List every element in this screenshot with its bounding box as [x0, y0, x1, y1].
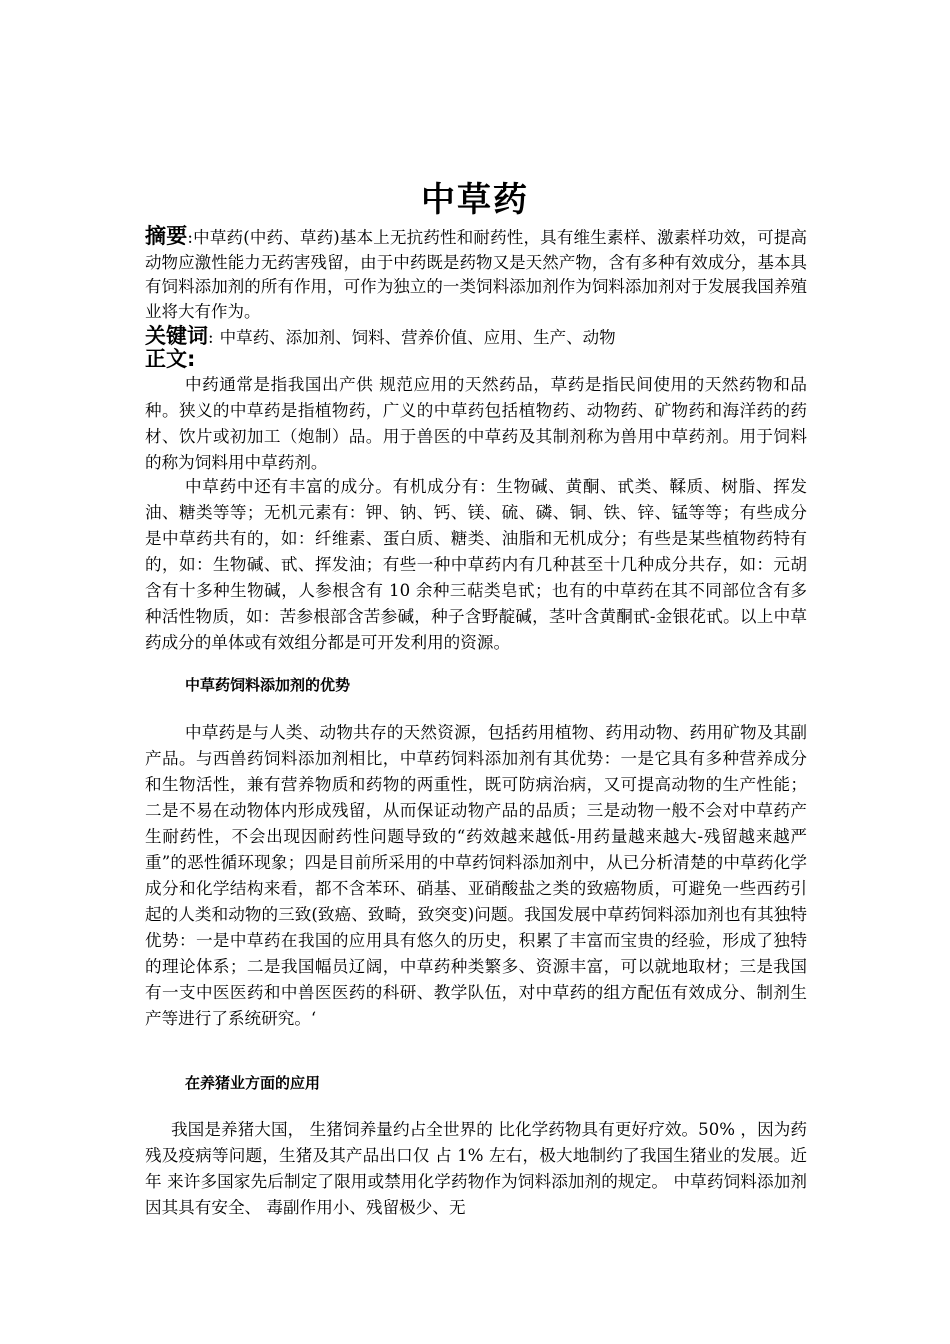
body-label: 正文: [145, 347, 196, 371]
paragraph-intro: 中药通常是指我国出产供 规范应用的天然药品，草药是指民间使用的天然药物和品种。狭义的中草药是指植物药，广义的中草药包括植物药、动物药、矿物药和海洋药的药材、饮片或初加工（炮制）品。用于兽医的中草药及其制剂称为兽用中草药剂。用于饲料的称为饲料用中草药剂。 [145, 375, 807, 472]
paragraph-advantages: 中草药是与人类、动物共存的天然资源，包括药用植物、药用动物、药用矿物及其副产品。与西兽药饲料添加剂相比，中草药饲料添加剂有其优势：一是它具有多种营养成分和生物活性，兼有营养物质和药物的两重性，既可防病治病，又可提高动物的生产性能；二是不易在动物体内形成残留，从而保证动物产品的品质；三是动物一般不会对中草药产生耐药性，不会出现因耐药性问题导致的“药效越来越低-用药量越来越大-残留越来越严重”的恶性循环现象；四是目前所采用的中草药饲料添加剂中，从已分析清楚的中草药化学成分和化学结构来看，都不含苯环、硝基、亚硝酸盐之类的致癌物质，可避免一些西药引起的人类和动物的三致(致癌、致畸，致突变)问题。我国发展中草药饲料添加剂也有其独特优势：一是中草药在我国的应用具有悠久的历史，积累了丰富而宝贵的经验，形成了独特的理论体系；二是我国幅员辽阔，中草药种类繁多、资源丰富，可以就地取材；三是我国有一支中医医药和中兽医医药的科研、教学队伍，对中草药的组方配伍有效成分、制剂生产等进行了系统研究。‘ [145, 723, 807, 1028]
keywords-label: 关键词 [145, 324, 208, 348]
abstract-text: 中草药(中药、草药)基本上无抗药性和耐药性，具有维生素样、激素样功效，可提高动物应激性能力无药害残留，由于中药既是药物又是天然产物，含有多种有效成分，基本具有饲料添加剂的所有作用，可作为独立的一类饲料添加剂作为饲料添加剂对于发展我国养殖业将大有作为。 [145, 228, 808, 321]
document-title: 中草药 [421, 180, 529, 220]
section-heading-advantages: 中草药饲料添加剂的优势 [185, 676, 351, 694]
abstract-label: 摘要 [145, 224, 188, 248]
section-heading-pig-farming: 在养猪业方面的应用 [185, 1074, 321, 1092]
abstract-colon: : [187, 228, 193, 247]
paragraph-pig-farming: 我国是养猪大国， 生猪饲养量约占全世界的 比化学药物具有更好疗效。50% ，因为药残及疫病等问题，生猪及其产品出口仅 占 1% 左右，极大地制约了我国生猪业的发展。近年 来许多国家先后制定了限用或禁用化学药物作为饲料添加剂的规定。 中草药饲料添加剂因其具有安全、 毒副作用小、残留极少、无 [145, 1120, 807, 1217]
keywords-colon: : [208, 328, 214, 347]
paragraph-ingredients: 中草药中还有丰富的成分。有机成分有：生物碱、黄酮、甙类、鞣质、树脂、挥发油、糖类等等；无机元素有：钾、钠、钙、镁、硫、磷、铜、铁、锌、锰等等；有些成分是中草药共有的，如：纤维素、蛋白质、糖类、油脂和无机成分；有些是某些植物药特有的，如：生物碱、甙、挥发油；有些一种中草药内有几种甚至十几种成分共存，如：元胡含有十多种生物碱，人参根含有 10 余种三萜类皂甙；也有的中草药在其不同部位含有多种活性物质，如：苦参根部含苦参碱，种子含野靛碱，茎叶含黄酮甙-金银花甙。以上中草药成分的单体或有效组分都是可开发利用的资源。 [145, 477, 807, 652]
keywords-text: 中草药、添加剂、饲料、营养价值、应用、生产、动物 [219, 328, 616, 347]
abstract-block [145, 224, 807, 324]
